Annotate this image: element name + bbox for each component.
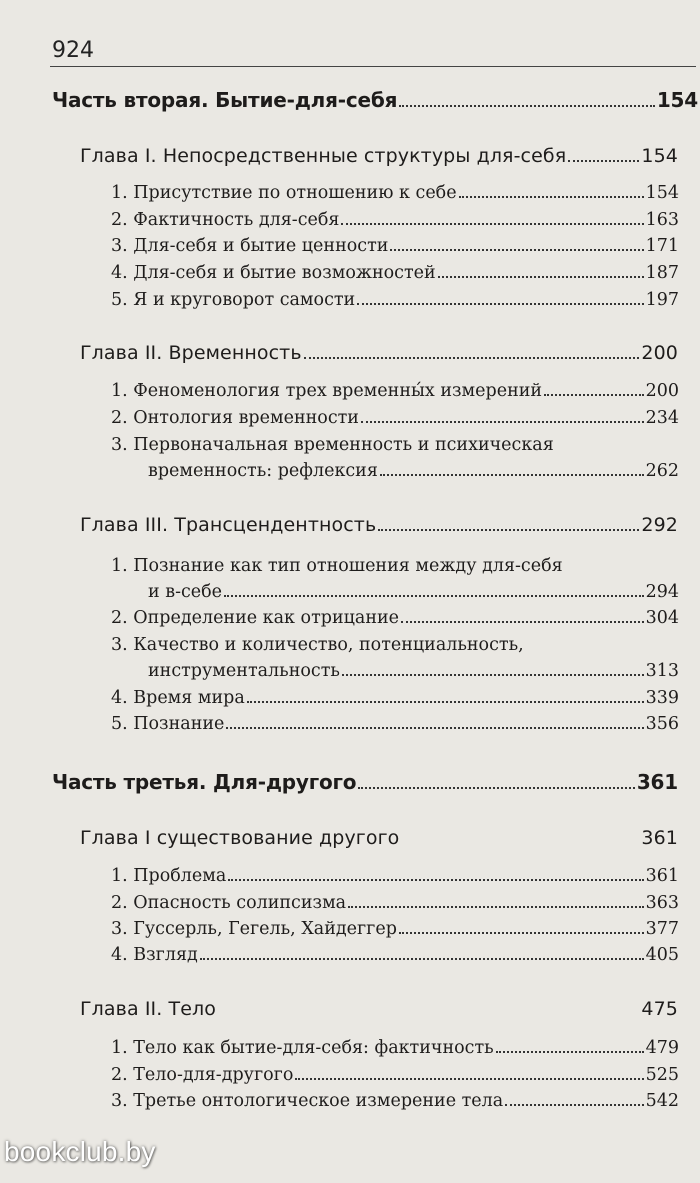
dot-leader (228, 879, 643, 881)
dot-leader (496, 1051, 644, 1053)
dot-leader (357, 303, 643, 305)
dot-leader (568, 160, 639, 162)
dot-leader (358, 787, 635, 789)
toc-section (111, 236, 679, 256)
toc-section (111, 945, 679, 965)
toc-part-2 (52, 88, 698, 112)
dot-leader (342, 674, 644, 676)
toc-section (111, 866, 679, 886)
toc-section (111, 408, 679, 428)
toc-entry-title: 1. Присутствие по отношению к себе (111, 183, 457, 203)
toc-chapter-2-3 (80, 514, 678, 536)
toc-section (111, 1065, 679, 1085)
toc-entry-page: 479 (645, 1038, 679, 1058)
dot-leader (380, 474, 644, 476)
toc-chapter-3-2 (80, 998, 678, 1020)
toc-entry-title: 2. Опасность солипсизма (111, 893, 347, 913)
dot-leader (438, 276, 644, 278)
dot-leader (200, 958, 644, 960)
toc-entry-page: 154 (645, 183, 679, 203)
toc-entry-title: 3. Для-себя и бытие ценности (111, 236, 389, 256)
toc-entry-title: 4. Время мира (111, 688, 245, 708)
dot-leader (295, 1078, 643, 1080)
dot-leader (224, 595, 644, 597)
dot-leader (247, 701, 644, 703)
toc-section (111, 1038, 679, 1058)
toc-chapter-3-1 (80, 827, 678, 849)
toc-section-first-line: 1. Познание как тип отношения между для-себя (111, 556, 563, 576)
dot-leader (341, 223, 643, 225)
dot-leader (544, 394, 644, 396)
dot-leader (459, 196, 644, 198)
toc-entry-title: Глава II. Тело (80, 998, 217, 1020)
toc-entry-page: 405 (645, 945, 679, 965)
dot-leader (401, 842, 639, 844)
toc-entry-page: 377 (645, 919, 679, 939)
toc-entry-page: 339 (645, 688, 679, 708)
toc-section (111, 1091, 679, 1111)
toc-section (111, 608, 679, 628)
toc-entry-title: временность: рефлексия (148, 461, 378, 481)
toc-section (111, 183, 679, 203)
toc-entry-title: 2. Тело-для-другого (111, 1065, 294, 1085)
toc-entry-page: 163 (645, 210, 679, 230)
toc-section (111, 381, 679, 401)
toc-entry-page: 294 (645, 582, 679, 602)
toc-entry-title: 4. Взгляд (111, 945, 198, 965)
toc-section-first-line: 3. Первоначальная временность и психическая (111, 435, 554, 455)
toc-entry-page: 361 (645, 866, 679, 886)
dot-leader (348, 906, 643, 908)
toc-entry-page: 361 (641, 827, 678, 849)
dot-leader (399, 932, 644, 934)
toc-entry-page: 363 (645, 893, 679, 913)
toc-entry-title: 4. Для-себя и бытие возможностей (111, 263, 436, 283)
dot-leader (226, 727, 643, 729)
toc-entry-page: 200 (641, 342, 678, 364)
toc-entry-title: 1. Тело как бытие-для-себя: фактичность (111, 1038, 494, 1058)
toc-entry-page: 154 (656, 88, 698, 112)
toc-entry-page: 356 (645, 714, 679, 734)
toc-section-continuation (148, 661, 679, 681)
dot-leader (378, 529, 639, 531)
toc-entry-title: Глава I. Непосредственные структуры для-себя (80, 145, 567, 167)
toc-entry-page: 292 (641, 514, 678, 536)
toc-entry-title: 1. Феноменология трех временны́х измерений (111, 381, 543, 401)
toc-entry-title: 2. Определение как отрицание (111, 608, 400, 628)
toc-section (111, 290, 679, 310)
toc-entry-page: 154 (641, 145, 678, 167)
toc-entry-title: 2. Фактичность для-себя (111, 210, 340, 230)
dot-leader (401, 621, 644, 623)
toc-entry-page: 475 (641, 998, 678, 1020)
toc-entry-title: 5. Я и круговорот самости (111, 290, 356, 310)
toc-chapter-2-2 (80, 342, 678, 364)
toc-entry-page: 171 (645, 236, 679, 256)
toc-entry-title: Часть третья. Для-другого (52, 770, 357, 794)
toc-entry-title: 3. Третье онтологическое измерение тела (111, 1091, 504, 1111)
toc-entry-page: 200 (645, 381, 679, 401)
toc-entry-page: 313 (645, 661, 679, 681)
toc-entry-title: Глава III. Трансцендентность (80, 514, 377, 536)
toc-section-continuation (148, 582, 679, 602)
toc-chapter-2-1 (80, 145, 678, 167)
toc-section (111, 210, 679, 230)
toc-section (111, 919, 679, 939)
page-number: 924 (52, 38, 94, 63)
toc-section (111, 714, 679, 734)
dot-leader (390, 249, 643, 251)
toc-entry-title: 5. Познание (111, 714, 225, 734)
dot-leader (505, 1104, 643, 1106)
toc-entry-title: 1. Проблема (111, 866, 227, 886)
toc-entry-page: 525 (645, 1065, 679, 1085)
toc-entry-page: 197 (645, 290, 679, 310)
toc-entry-title: 3. Гуссерль, Гегель, Хайдеггер (111, 919, 397, 939)
toc-section (111, 688, 679, 708)
watermark: bookclub.by (4, 1136, 156, 1167)
toc-entry-title: 2. Онтология временности (111, 408, 359, 428)
dot-leader (218, 1013, 639, 1015)
toc-entry-page: 187 (645, 263, 679, 283)
dot-leader (361, 421, 644, 423)
toc-entry-page: 262 (645, 461, 679, 481)
toc-entry-title: Часть вторая. Бытие-для-себя (52, 88, 398, 112)
toc-entry-page: 304 (645, 608, 679, 628)
toc-entry-page: 542 (645, 1091, 679, 1111)
header-rule (50, 66, 696, 67)
dot-leader (304, 357, 640, 359)
toc-section (111, 263, 679, 283)
toc-entry-title: и в-себе (148, 582, 223, 602)
toc-entry-page: 234 (645, 408, 679, 428)
toc-entry-title: Глава I существование другого (80, 827, 400, 849)
toc-entry-page: 361 (636, 770, 678, 794)
toc-entry-title: Глава II. Временность (80, 342, 302, 364)
toc-section-first-line: 3. Качество и количество, потенциальность, (111, 635, 524, 655)
toc-section-continuation (148, 461, 679, 481)
dot-leader (399, 105, 655, 107)
toc-part-3 (52, 770, 678, 794)
toc-entry-title: инструментальность (148, 661, 340, 681)
toc-section (111, 893, 679, 913)
